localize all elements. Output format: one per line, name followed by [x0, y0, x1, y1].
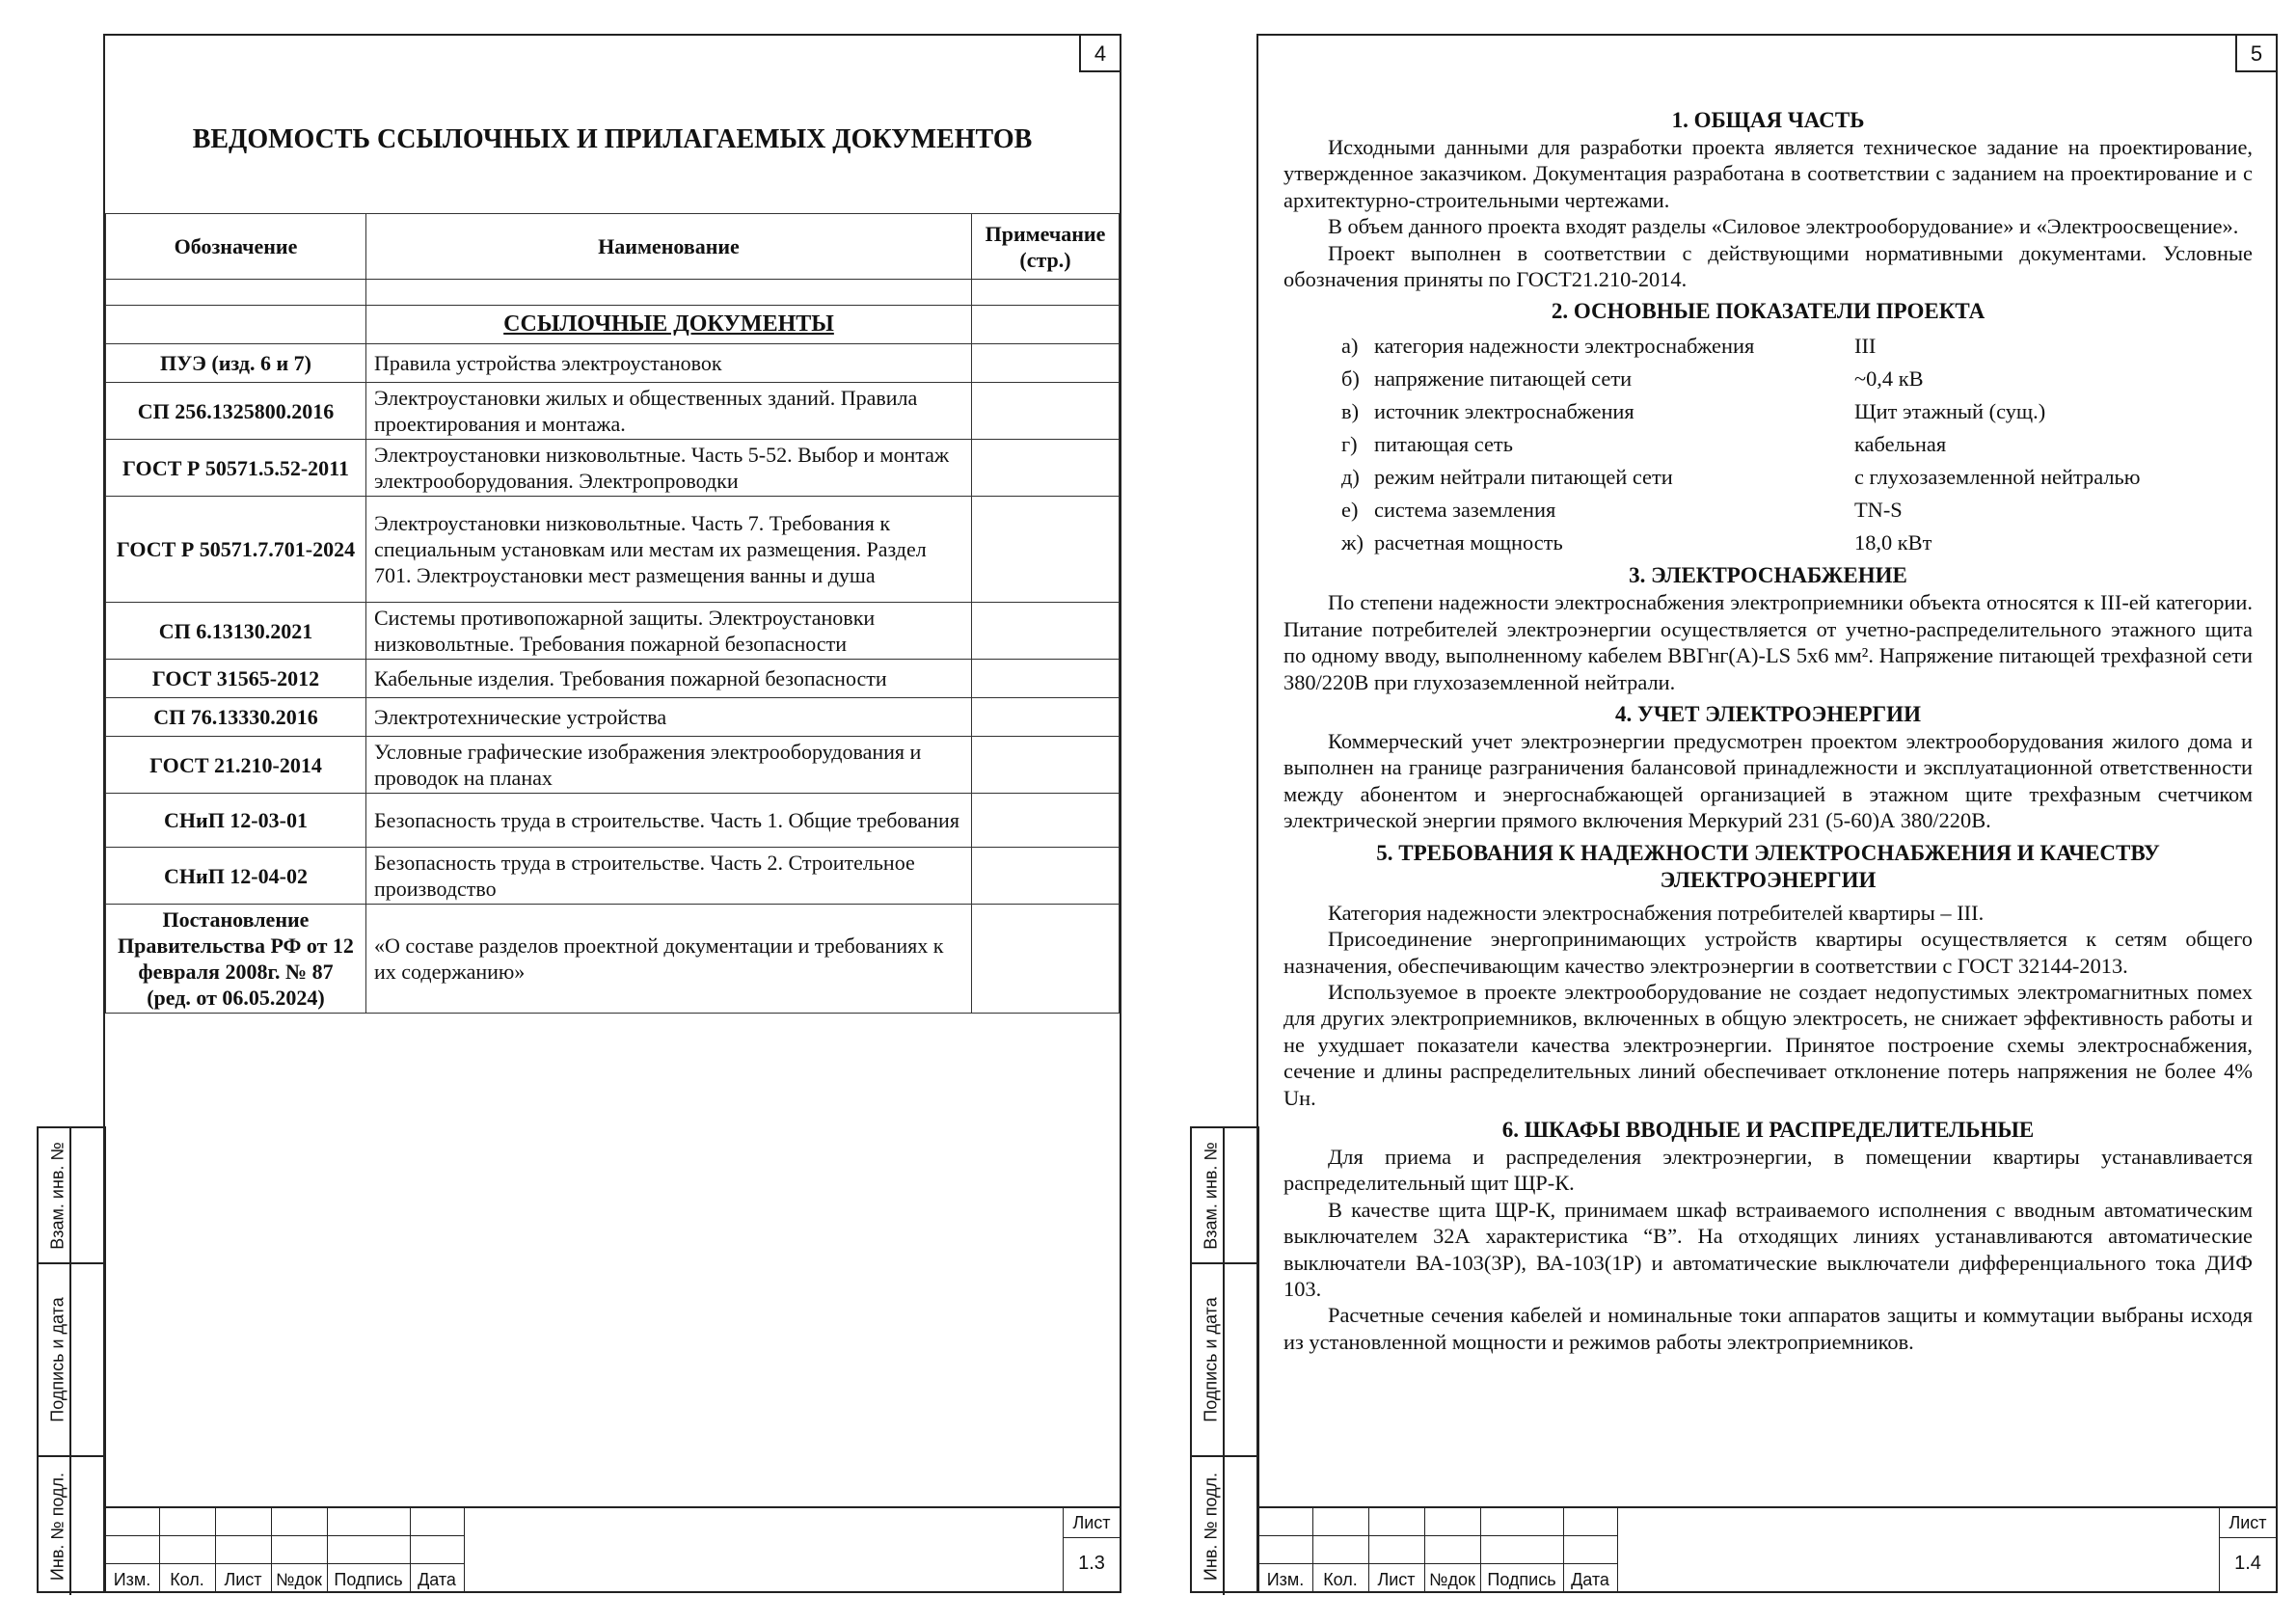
table-row — [106, 848, 1120, 905]
page-number: 4 — [1079, 34, 1121, 72]
table-section-row — [106, 306, 1120, 344]
doc-code: ПУЭ (изд. 6 и 7) — [106, 344, 366, 383]
side-label-podpis: Подпись и дата — [47, 1297, 68, 1422]
title-block — [1258, 1506, 2276, 1591]
param-value: 18,0 кВт — [1854, 529, 1932, 555]
right-side-stamp — [1190, 1126, 1259, 1593]
tb-label-kol: Кол. — [170, 1570, 204, 1589]
param-value: ~0,4 кВ — [1854, 365, 1924, 391]
tb-label-data: Дата — [1571, 1570, 1609, 1589]
tb-label-podpis: Подпись — [1487, 1570, 1556, 1589]
doc-code: ГОСТ 31565-2012 — [106, 660, 366, 698]
section-heading: 6. ШКАФЫ ВВОДНЫЕ И РАСПРЕДЕЛИТЕЛЬНЫЕ — [1501, 1117, 2035, 1142]
doc-name: Безопасность труда в строительстве. Часть 1. Общие требования — [366, 794, 972, 848]
tb-label-list: Лист — [1377, 1570, 1416, 1589]
doc-name: Электроустановки низковольтные. Часть 7. Требования к специальным установкам или местам их размещения. Раздел 701. Электроустановки мест размещения ванны и душа — [366, 497, 972, 603]
doc-name: Кабельные изделия. Требования пожарной безопасности — [366, 660, 972, 698]
param-letter: б) — [1341, 365, 1360, 391]
title-block — [105, 1506, 1120, 1591]
table-row-empty — [106, 280, 1120, 306]
explanatory-note — [1283, 107, 2253, 1355]
sheet-box — [1063, 1508, 1120, 1591]
tb-label-ndok: №док — [1429, 1570, 1475, 1589]
param-value: с глухозаземленной нейтралью — [1854, 464, 2141, 489]
paragraph: Расчетные сечения кабелей и номинальные токи аппаратов защиты и коммутации выбраны исходя из установленной мощности и режимов работы электроприемников. — [1283, 1303, 2253, 1354]
doc-code: СП 6.13130.2021 — [106, 603, 366, 660]
paragraph: В качестве щита ЩР-К, принимаем шкаф встраиваемого исполнения с вводным автоматическим выключателем 32А характеристика “В”. На отходящих линиях устанавливаются автоматические выключатели ВА-103(3Р), ВА-103(1Р) и автоматические выключатели дифференциального тока ДИФ 103. — [1283, 1197, 2253, 1301]
sheet-label: Лист — [1064, 1508, 1120, 1538]
table-row — [106, 383, 1120, 440]
col-header-note: Примечание (стр.) — [972, 214, 1120, 280]
parameter-row — [1283, 362, 2253, 394]
tb-label-list: Лист — [224, 1570, 262, 1589]
paragraph: В объем данного проекта входят разделы «Силовое электрооборудование» и «Электроосвещение». — [1328, 214, 2239, 239]
table-row — [106, 905, 1120, 1014]
param-value: кабельная — [1854, 431, 1947, 456]
left-page — [103, 34, 1121, 1593]
sheet-number: 1.4 — [2234, 1553, 2261, 1574]
param-name: питающая сеть — [1374, 431, 1513, 456]
table-row — [106, 603, 1120, 660]
reference-table — [105, 213, 1120, 1014]
side-label-inv: Инв. № подл. — [47, 1472, 68, 1581]
parameter-row — [1283, 329, 2253, 362]
param-letter: ж) — [1341, 529, 1364, 555]
param-letter: в) — [1341, 398, 1360, 423]
doc-name: Электротехнические устройства — [366, 698, 972, 737]
param-letter: д) — [1341, 464, 1360, 489]
tb-label-podpis: Подпись — [334, 1570, 403, 1589]
param-value: TN-S — [1854, 497, 1903, 522]
param-name: режим нейтрали питающей сети — [1374, 464, 1673, 489]
section-heading: 2. ОСНОВНЫЕ ПОКАЗАТЕЛИ ПРОЕКТА — [1551, 299, 1985, 324]
tb-label-izm: Изм. — [1266, 1570, 1305, 1589]
tb-label-ndok: №док — [276, 1570, 322, 1589]
param-letter: е) — [1341, 497, 1359, 522]
section-heading: 5. ТРЕБОВАНИЯ К НАДЕЖНОСТИ ЭЛЕКТРОСНАБЖЕНИЯ И КАЧЕСТВУ ЭЛЕКТРОЭНЕРГИИ — [1376, 840, 2160, 892]
doc-code: ГОСТ Р 50571.5.52-2011 — [106, 440, 366, 497]
param-name: категория надежности электроснабжения — [1374, 333, 1755, 358]
section-title: ССЫЛОЧНЫЕ ДОКУМЕНТЫ — [366, 306, 972, 344]
section-heading: 4. УЧЕТ ЭЛЕКТРОЭНЕРГИИ — [1615, 702, 1921, 727]
param-letter: а) — [1341, 333, 1359, 358]
parameter-row — [1283, 394, 2253, 427]
param-name: источник электроснабжения — [1374, 398, 1634, 423]
doc-name: Электроустановки низковольтные. Часть 5-52. Выбор и монтаж электрооборудования. Электропроводки — [366, 440, 972, 497]
parameter-row — [1283, 526, 2253, 558]
param-name: система заземления — [1374, 497, 1556, 522]
table-row — [106, 794, 1120, 848]
doc-name: Условные графические изображения электрооборудования и проводок на планах — [366, 737, 972, 794]
paragraph: Исходными данными для разработки проекта является техническое задание на проектирование, утвержденное заказчиком. Документация разработана в соответствии с заданием на проектирование и с архитектурно-строительными чертежами. — [1283, 135, 2253, 212]
side-label-podpis: Подпись и дата — [1201, 1297, 1221, 1422]
tb-label-data: Дата — [418, 1570, 456, 1589]
parameter-row — [1283, 460, 2253, 493]
side-label-inv: Инв. № подл. — [1201, 1472, 1221, 1581]
tb-label-izm: Изм. — [113, 1570, 151, 1589]
paragraph: Коммерческий учет электроэнергии предусмотрен проектом электрооборудования жилого дома и выполнен на границе разграничения балансовой принадлежности и эксплуатационной ответственности между абонентом и энергоснабжающей организацией в этажном щите трехфазным счетчиком электрической энергии прямого включения Меркурий 231 (5-60)А 380/220В. — [1283, 729, 2253, 833]
param-value: Щит этажный (сущ.) — [1854, 398, 2046, 423]
param-letter: г) — [1341, 431, 1358, 456]
doc-name: Системы противопожарной защиты. Электроустановки низковольтные. Требования пожарной безопасности — [366, 603, 972, 660]
col-header-code: Обозначение — [106, 214, 366, 280]
document-title: ВЕДОМОСТЬ ССЫЛОЧНЫХ И ПРИЛАГАЕМЫХ ДОКУМЕНТОВ — [192, 124, 1033, 154]
doc-name: Правила устройства электроустановок — [366, 344, 972, 383]
side-label-vzam: Взам. инв. № — [47, 1141, 68, 1250]
right-page — [1256, 34, 2278, 1593]
left-side-stamp — [37, 1126, 106, 1593]
param-name: напряжение питающей сети — [1374, 365, 1633, 391]
table-row — [106, 344, 1120, 383]
doc-code: ГОСТ Р 50571.7.701-2024 — [106, 497, 366, 603]
table-row — [106, 660, 1120, 698]
tb-label-kol: Кол. — [1323, 1570, 1358, 1589]
table-row — [106, 440, 1120, 497]
paragraph: По степени надежности электроснабжения электроприемники объекта относятся к III-ей категории. Питание потребителей электроэнергии осуществляется от учетно-распределительного этажного щита по одному вводу, выполненному кабелем ВВГнг(А)-LS 5х6 мм². Напряжение питающей трехфазной сети 380/220В при глухозаземленной нейтрали. — [1283, 590, 2253, 694]
paragraph: Для приема и распределения электроэнергии, в помещении квартиры устанавливается распределительный щит ЩР-К. — [1283, 1144, 2253, 1196]
table-row — [106, 737, 1120, 794]
paragraph: Используемое в проекте электрооборудование не создает недопустимых электромагнитных помех для других электроприемников, включенных в общую электросеть, не снижает эффективность работы и не ухудшает показатели качества электроэнергии. Принятое построение схемы электроснабжения, сечение и длины распределительных линий обеспечивает отклонение потерь напряжения не более 4% Uн. — [1283, 979, 2253, 1110]
section-heading: 3. ЭЛЕКТРОСНАБЖЕНИЕ — [1629, 563, 1907, 588]
section-heading: 1. ОБЩАЯ ЧАСТЬ — [1671, 108, 1865, 132]
doc-code: СНиП 12-04-02 — [106, 848, 366, 905]
doc-name: Электроустановки жилых и общественных зданий. Правила проектирования и монтажа. — [366, 383, 972, 440]
sheet-box — [2219, 1508, 2276, 1591]
table-header-row — [106, 214, 1120, 280]
doc-code: СНиП 12-03-01 — [106, 794, 366, 848]
paragraph: Присоединение энергопринимающих устройств квартиры осуществляется к сетям общего назначения, обеспечивающим качество электроэнергии в соответствии с ГОСТ 32144-2013. — [1283, 927, 2253, 978]
sheet-label: Лист — [2220, 1508, 2276, 1538]
col-header-name: Наименование — [366, 214, 972, 280]
table-row — [106, 497, 1120, 603]
doc-name: «О составе разделов проектной документации и требованиях к их содержанию» — [366, 905, 972, 1014]
sheet-number: 1.3 — [1078, 1553, 1105, 1574]
parameter-row — [1283, 493, 2253, 526]
doc-code: ГОСТ 21.210-2014 — [106, 737, 366, 794]
doc-name: Безопасность труда в строительстве. Часть 2. Строительное производство — [366, 848, 972, 905]
paragraph: Категория надежности электроснабжения потребителей квартиры – III. — [1328, 900, 1985, 925]
table-row — [106, 698, 1120, 737]
parameter-row — [1283, 427, 2253, 460]
paragraph: Проект выполнен в соответствии с действующими нормативными документами. Условные обозначения приняты по ГОСТ21.210-2014. — [1283, 240, 2253, 292]
doc-code: СП 256.1325800.2016 — [106, 383, 366, 440]
doc-code: СП 76.13330.2016 — [106, 698, 366, 737]
side-label-vzam: Взам. инв. № — [1201, 1141, 1221, 1250]
param-name: расчетная мощность — [1374, 529, 1563, 555]
param-value: III — [1854, 333, 1877, 358]
doc-code: Постановление Правительства РФ от 12 февраля 2008г. № 87 (ред. от 06.05.2024) — [106, 905, 366, 1014]
parameters-list — [1283, 329, 2253, 558]
page-number: 5 — [2235, 34, 2278, 72]
